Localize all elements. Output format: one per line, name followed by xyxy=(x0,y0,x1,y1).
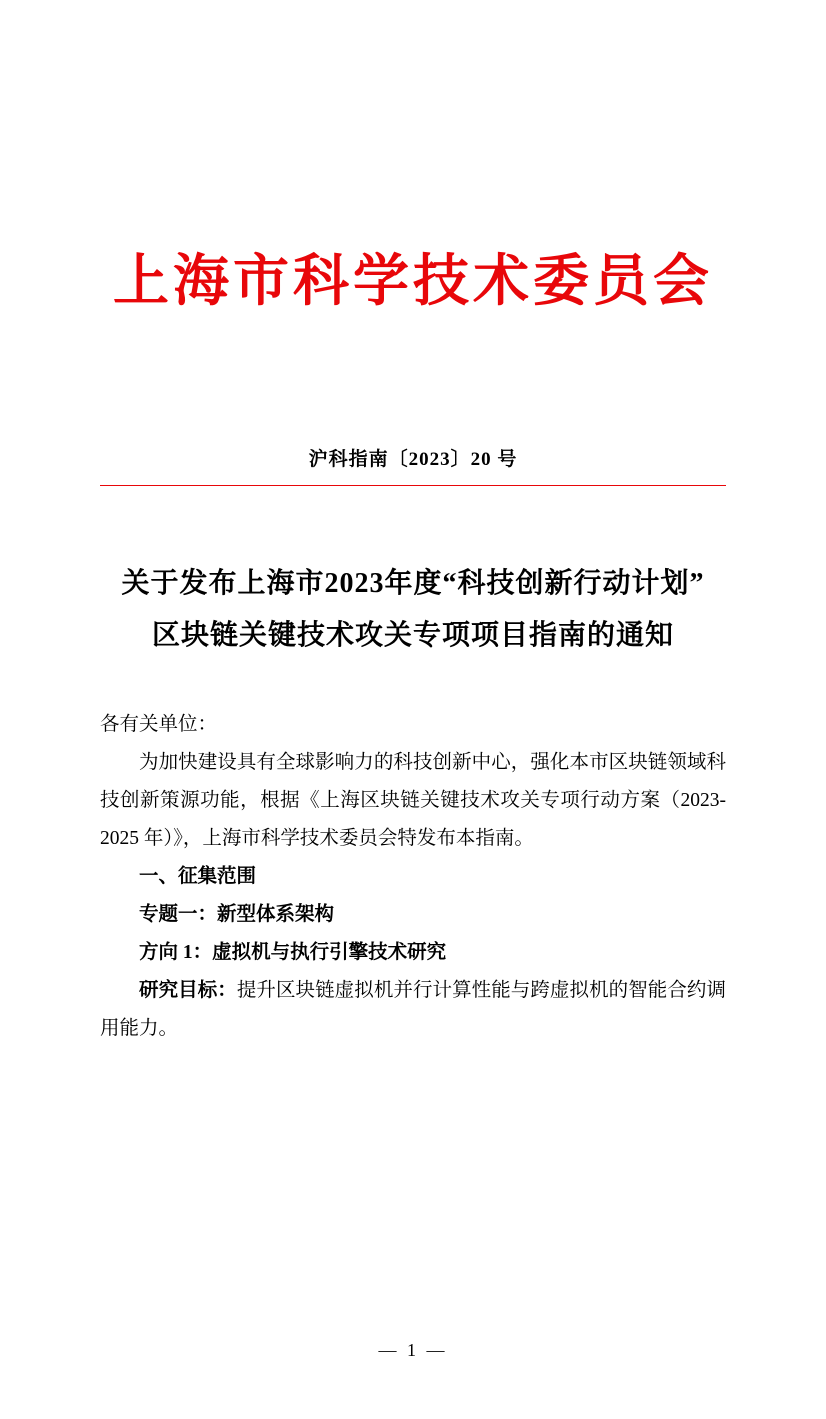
page-title-line-1: 关于发布上海市2023年度“科技创新行动计划” xyxy=(121,568,705,600)
research-objective-paragraph xyxy=(100,972,726,1048)
page-title xyxy=(100,558,726,662)
document-body xyxy=(100,706,726,1048)
red-divider-rule xyxy=(100,485,726,486)
research-objective-text: 提升区块链虚拟机并行计算性能与跨虚拟机的智能合约调用能力。 xyxy=(100,980,726,1040)
body-paragraph-1: 为加快建设具有全球影响力的科技创新中心，强化本市区块链领域科技创新策源功能，根据《上海区块链关键技术攻关专项行动方案（2023-2025 年）》，上海市科学技术委员会特发布本指南。 xyxy=(100,752,726,850)
topic-heading-1: 专题一：新型体系架构 xyxy=(139,904,335,926)
page-number: — 1 — xyxy=(378,1340,448,1360)
direction-heading-1: 方向 1：虚拟机与执行引擎技术研究 xyxy=(139,942,447,964)
issuing-authority-title: 上海市科学技术委员会 xyxy=(113,251,713,313)
page-title-line-2: 区块链关键技术攻关专项项目指南的通知 xyxy=(151,620,674,652)
salutation: 各有关单位： xyxy=(100,713,218,735)
section-heading-scope: 一、征集范围 xyxy=(139,866,257,888)
research-objective-label: 研究目标： xyxy=(139,980,237,1002)
document-number: 沪科指南〔2023〕20 号 xyxy=(308,449,518,471)
document-number-block xyxy=(100,444,726,486)
document-page xyxy=(0,250,826,1419)
masthead xyxy=(100,250,726,314)
